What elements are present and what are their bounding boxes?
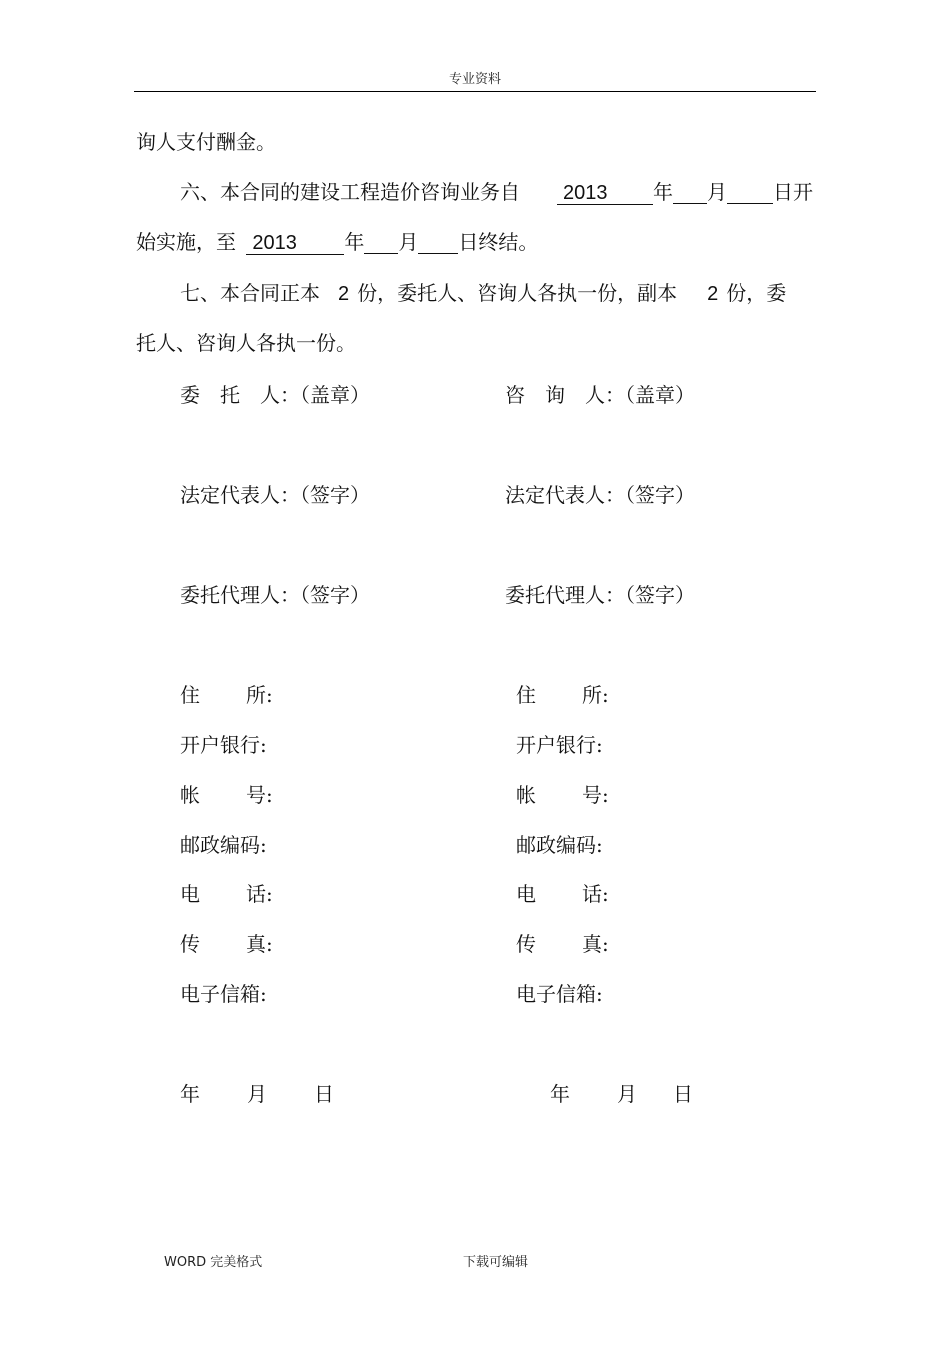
header-rule xyxy=(134,91,816,92)
right-phone-char1: 电 xyxy=(516,882,536,906)
left-legal-rep-label: 法定代表人：（签字） xyxy=(180,483,370,507)
right-bank-label: 开户银行: xyxy=(516,733,603,757)
p6-line2-text: 始实施，至 xyxy=(136,230,236,254)
left-date-month: 月 xyxy=(247,1082,267,1106)
paragraph-5-tail: 询人支付酬金。 xyxy=(136,130,276,154)
paragraph-7-line-1 xyxy=(180,281,786,306)
left-postcode-label: 邮政编码: xyxy=(180,833,267,857)
end-month-blank xyxy=(364,231,398,254)
p6-text-a: 六、本合同的建设工程造价咨询业务自 xyxy=(180,180,520,204)
original-count: 2 xyxy=(338,283,350,305)
right-agent-label: 委托代理人：（签字） xyxy=(505,583,695,607)
left-agent-label: 委托代理人：（签字） xyxy=(180,583,370,607)
end-day-blank xyxy=(418,231,458,254)
principal-seal-label: 委 托 人：（盖章） xyxy=(180,383,370,407)
right-address-char1: 住 xyxy=(516,683,536,707)
start-year-label: 年 xyxy=(653,180,673,204)
start-month-label: 月 xyxy=(707,180,727,204)
p7-text-b: 份，委托人、咨询人各执一份，副本 xyxy=(357,281,678,305)
paragraph-7-line-2: 托人、咨询人各执一份。 xyxy=(136,331,356,355)
footer-center: 下载可编辑 xyxy=(463,1255,529,1270)
left-bank-label: 开户银行: xyxy=(180,733,267,757)
p6-date-start xyxy=(557,180,813,205)
footer-left: WORD 完美格式 xyxy=(164,1255,263,1270)
consultant-seal-label: 咨 询 人：（盖章） xyxy=(505,383,695,407)
end-day-label: 日终结。 xyxy=(458,230,539,254)
left-phone-char1: 电 xyxy=(180,882,200,906)
right-account-char1: 帐 xyxy=(516,783,536,807)
left-date-day: 日 xyxy=(314,1082,334,1106)
left-phone-char2: 话: xyxy=(246,882,273,906)
right-legal-rep-label: 法定代表人：（签字） xyxy=(505,483,695,507)
p7-text-a: 七、本合同正本 xyxy=(180,281,320,305)
left-account-char1: 帐 xyxy=(180,783,200,807)
right-date-day: 日 xyxy=(673,1082,693,1106)
start-day-label: 日开 xyxy=(773,180,813,204)
left-date-year: 年 xyxy=(180,1082,200,1106)
right-email-label: 电子信箱: xyxy=(516,982,603,1006)
paragraph-6-line-1 xyxy=(180,180,520,204)
right-postcode-label: 邮政编码: xyxy=(516,833,603,857)
start-day-blank xyxy=(727,181,773,204)
right-address-char2: 所: xyxy=(582,683,609,707)
end-year-label: 年 xyxy=(344,230,365,254)
left-address-char2: 所: xyxy=(246,683,273,707)
page-header: 专业资料 xyxy=(448,72,501,87)
start-year-field: 2013 xyxy=(557,182,653,205)
right-date-month: 月 xyxy=(617,1082,637,1106)
end-year-field: 2013 xyxy=(246,232,344,255)
right-fax-char2: 真: xyxy=(582,932,609,956)
p7-text-c: 份，委 xyxy=(726,281,787,305)
copy-count: 2 xyxy=(707,283,719,305)
left-email-label: 电子信箱: xyxy=(180,982,267,1006)
start-month-blank xyxy=(673,181,707,204)
right-date-year: 年 xyxy=(550,1082,570,1106)
left-fax-char2: 真: xyxy=(246,932,273,956)
paragraph-6-line-2 xyxy=(136,230,538,255)
left-address-char1: 住 xyxy=(180,683,200,707)
right-account-char2: 号: xyxy=(582,783,609,807)
left-account-char2: 号: xyxy=(246,783,273,807)
end-month-label: 月 xyxy=(398,230,419,254)
left-fax-char1: 传 xyxy=(180,932,200,956)
right-fax-char1: 传 xyxy=(516,932,536,956)
right-phone-char2: 话: xyxy=(582,882,609,906)
